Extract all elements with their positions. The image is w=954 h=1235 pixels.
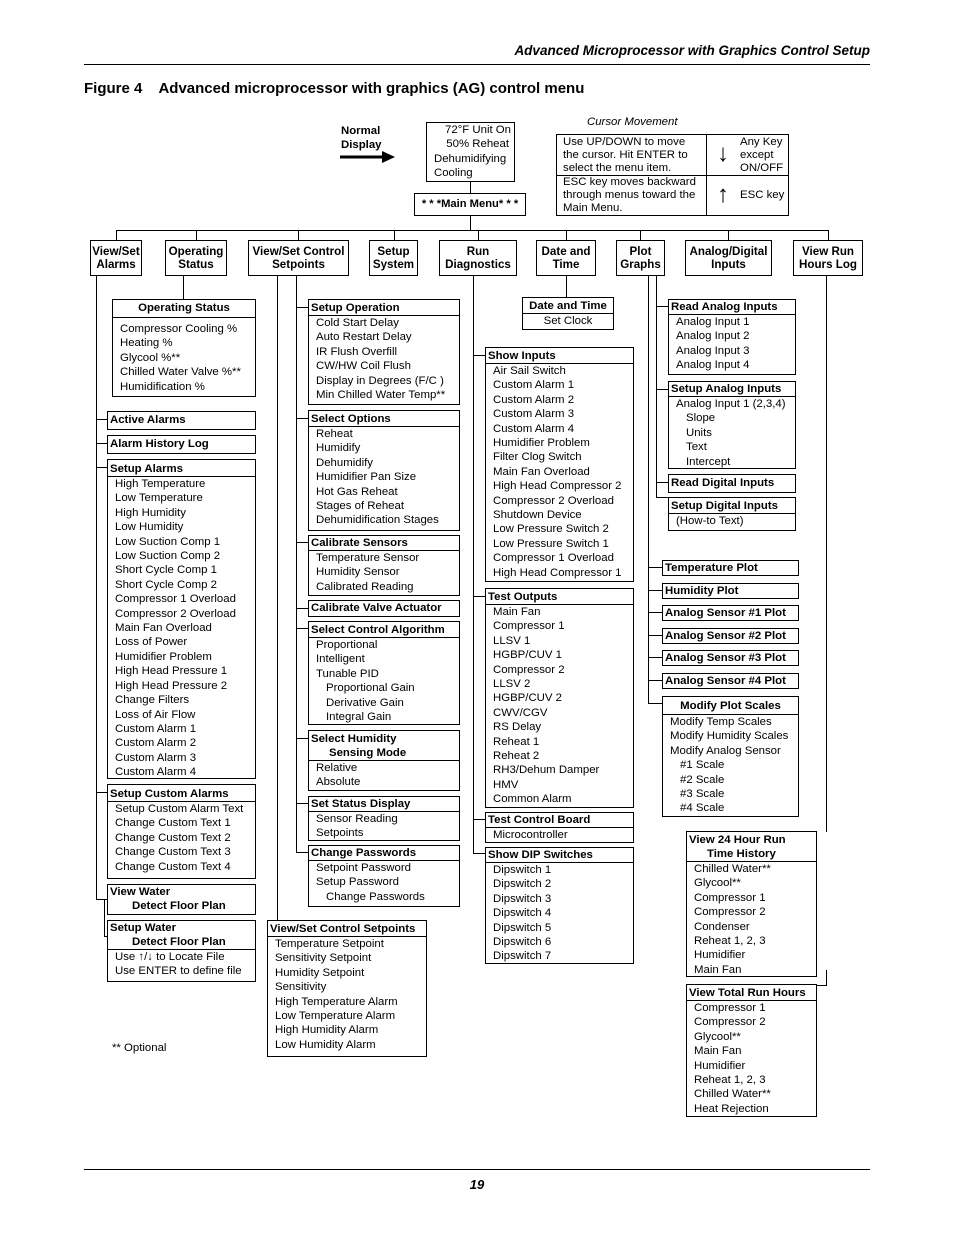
- list-item[interactable]: Custom Alarm 4: [493, 422, 575, 435]
- menu-setup-system[interactable]: Setup System: [369, 240, 418, 276]
- menu-view-set-alarms[interactable]: View/Set Alarms: [90, 240, 142, 276]
- list-item[interactable]: Absolute: [316, 776, 361, 789]
- list-item[interactable]: Reheat 1, 2, 3: [694, 935, 766, 948]
- list-item[interactable]: Microcontroller: [493, 829, 568, 841]
- list-item[interactable]: Shutdown Device: [493, 509, 582, 522]
- list-item[interactable]: Common Alarm: [493, 793, 572, 806]
- menu-view-run-hours-log[interactable]: View Run Hours Log: [793, 240, 863, 276]
- list-item[interactable]: Humidification %: [120, 380, 205, 393]
- list-item[interactable]: Reheat 2: [493, 750, 540, 763]
- list-item[interactable]: CW/HW Coil Flush: [316, 360, 411, 373]
- list-item[interactable]: High Head Compressor 2: [493, 480, 622, 493]
- modify-plot-scales-title: Modify Plot Scales: [663, 697, 798, 715]
- menu-analog-digital-inputs[interactable]: Analog/Digital Inputs: [685, 240, 772, 276]
- plot-humidity[interactable]: [662, 583, 799, 599]
- list-item[interactable]: IR Flush Overfill: [316, 345, 398, 358]
- list-item[interactable]: Main Fan Overload: [115, 622, 212, 635]
- modify-plot-scales-box: [662, 696, 799, 817]
- cursor-desc-esc: ESC key moves backward through menus toward the Main Menu.: [563, 176, 696, 214]
- list-item[interactable]: Humidifier: [694, 1059, 746, 1072]
- list-item[interactable]: Humidifier Problem: [115, 650, 212, 663]
- list-item[interactable]: High Head Pressure 2: [115, 679, 228, 692]
- list-item[interactable]: Proportional: [316, 639, 378, 651]
- list-item[interactable]: Sensor Reading: [316, 813, 398, 825]
- list-item[interactable]: #2 Scale: [680, 773, 725, 786]
- setup-alarms-box: [107, 459, 256, 779]
- list-item[interactable]: Custom Alarm 3: [493, 408, 575, 421]
- list-item[interactable]: Filter Clog Switch: [493, 451, 582, 464]
- list-item[interactable]: Reheat 1, 2, 3: [694, 1074, 766, 1087]
- cursor-movement-legend: [556, 134, 789, 216]
- list-item[interactable]: Relative: [316, 762, 358, 774]
- display-line: Dehumidifying: [434, 152, 507, 165]
- view-set-control-setpoints-box: [267, 920, 427, 1057]
- main-menu-bus: [116, 230, 828, 231]
- list-item[interactable]: Derivative Gain: [326, 696, 404, 709]
- list-item[interactable]: Compressor 1: [493, 620, 565, 633]
- list-item[interactable]: Glycool**: [694, 877, 741, 890]
- date-time-title: Date and Time: [523, 298, 613, 314]
- list-item[interactable]: Modify Analog Sensor: [670, 744, 781, 757]
- alarm-history-title: Alarm History Log: [110, 438, 209, 450]
- calibrate-sensors-title: Calibrate Sensors: [309, 536, 459, 551]
- header-rule: [84, 64, 870, 65]
- list-item[interactable]: Air Sail Switch: [493, 365, 566, 377]
- cursor-desc-down: Use UP/DOWN to move the cursor. Hit ENTER to select the menu item.: [563, 136, 688, 174]
- list-item[interactable]: Chilled Water**: [694, 1088, 771, 1101]
- test-control-board-box: [485, 812, 634, 843]
- select-humidity-box: [308, 730, 460, 791]
- calibrate-valve-title: Calibrate Valve Actuator: [311, 602, 442, 614]
- list-item[interactable]: Intercept: [686, 455, 731, 468]
- menu-run-diagnostics[interactable]: Run Diagnostics: [439, 240, 517, 276]
- list-item[interactable]: Temperature Setpoint: [275, 938, 384, 950]
- list-item[interactable]: HMV: [493, 778, 519, 791]
- calibrate-sensors-box: [308, 535, 460, 596]
- list-item[interactable]: Integral Gain: [326, 711, 392, 724]
- list-item[interactable]: Chilled Water Valve %**: [120, 366, 241, 379]
- list-item[interactable]: Condenser: [694, 920, 750, 933]
- list-item[interactable]: LLSV 2: [493, 678, 531, 691]
- list-item[interactable]: Auto Restart Delay: [316, 331, 412, 344]
- show-dip-switches-title: Show DIP Switches: [486, 848, 633, 863]
- list-item[interactable]: Dehumidification Stages: [316, 514, 439, 527]
- select-options-title: Select Options: [309, 411, 459, 427]
- list-item[interactable]: HGBP/CUV 2: [493, 692, 562, 705]
- plot-label: Analog Sensor #1 Plot: [665, 607, 786, 619]
- list-item[interactable]: Humidifier: [694, 949, 746, 962]
- plot-analog-1[interactable]: [662, 605, 799, 621]
- test-control-board-title: Test Control Board: [486, 813, 633, 828]
- list-item[interactable]: High Head Compressor 1: [493, 566, 622, 579]
- select-control-algorithm-title: Select Control Algorithm: [309, 622, 459, 638]
- list-item[interactable]: Main Fan Overload: [493, 465, 590, 478]
- list-item[interactable]: Low Temperature Alarm: [275, 1010, 396, 1023]
- list-item[interactable]: Custom Alarm 1: [493, 379, 575, 392]
- menu-plot-graphs[interactable]: Plot Graphs: [616, 240, 665, 276]
- list-item[interactable]: Dipswitch 4: [493, 907, 552, 920]
- plot-label: Analog Sensor #4 Plot: [665, 675, 786, 687]
- list-item[interactable]: Intelligent: [316, 653, 365, 666]
- alarm-history-box[interactable]: [107, 435, 256, 454]
- list-item[interactable]: Sensitivity: [275, 981, 327, 994]
- list-item[interactable]: Compressor 2: [493, 663, 565, 676]
- show-inputs-title: Show Inputs: [486, 348, 633, 364]
- list-item[interactable]: Min Chilled Water Temp**: [316, 389, 446, 402]
- running-header: Advanced Microprocessor with Graphics Control Setup: [514, 43, 870, 58]
- list-item[interactable]: Chilled Water**: [694, 863, 771, 875]
- list-item[interactable]: Dehumidify: [316, 456, 373, 469]
- list-item[interactable]: Low Suction Comp 2: [115, 550, 221, 563]
- read-digital-inputs-box[interactable]: [668, 474, 796, 493]
- list-item[interactable]: CWV/CGV: [493, 706, 548, 719]
- operating-status-title: Operating Status: [113, 300, 255, 318]
- list-item[interactable]: Main Fan: [694, 1045, 742, 1058]
- list-item[interactable]: Hot Gas Reheat: [316, 485, 398, 498]
- plot-label: Analog Sensor #2 Plot: [665, 630, 786, 642]
- change-passwords-box: [308, 845, 460, 907]
- list-item[interactable]: RH3/Dehum Damper: [493, 764, 600, 777]
- list-item[interactable]: Modify Humidity Scales: [670, 730, 789, 743]
- active-alarms-box[interactable]: [107, 411, 256, 430]
- list-item[interactable]: Humidifier Pan Size: [316, 471, 417, 484]
- list-item[interactable]: Change Filters: [115, 694, 190, 707]
- list-item[interactable]: Dipswitch 2: [493, 878, 552, 891]
- list-item[interactable]: Compressor 2: [694, 906, 766, 919]
- list-item[interactable]: Change Passwords: [326, 890, 425, 903]
- plot-analog-2[interactable]: [662, 628, 799, 644]
- set-status-display-title: Set Status Display: [309, 797, 459, 812]
- list-item[interactable]: Custom Alarm 3: [115, 751, 197, 764]
- list-item[interactable]: Display in Degrees (F/C ): [316, 374, 444, 387]
- select-options-box: [308, 410, 460, 531]
- list-item[interactable]: Dipswitch 6: [493, 936, 552, 949]
- optional-note: ** Optional: [112, 1042, 167, 1054]
- list-item[interactable]: Use ENTER to define file: [115, 965, 242, 978]
- list-item[interactable]: Change Custom Text 1: [115, 817, 231, 830]
- list-item[interactable]: Humidifier Problem: [493, 437, 590, 450]
- select-control-algorithm-box: [308, 621, 460, 725]
- list-item[interactable]: Tunable PID: [316, 667, 379, 680]
- list-item[interactable]: Low Pressure Switch 1: [493, 537, 609, 550]
- list-item[interactable]: Custom Alarm 2: [115, 737, 197, 750]
- calibrate-valve-box[interactable]: [308, 600, 460, 617]
- list-item[interactable]: Compressor 1: [694, 1002, 766, 1014]
- list-item[interactable]: Dipswitch 7: [493, 950, 552, 963]
- list-item[interactable]: Proportional Gain: [326, 682, 415, 695]
- display-line: 50% Reheat: [446, 138, 509, 151]
- list-item[interactable]: Stages of Reheat: [316, 500, 405, 513]
- list-item[interactable]: (How-to Text): [676, 515, 744, 527]
- list-item[interactable]: HGBP/CUV 1: [493, 649, 562, 662]
- setup-alarms-title: Setup Alarms: [108, 460, 255, 477]
- select-humidity-subtitle: Sensing Mode: [309, 746, 459, 761]
- list-item[interactable]: Humidify: [316, 442, 361, 455]
- list-item[interactable]: Compressor Cooling %: [120, 323, 238, 335]
- list-item[interactable]: Glycool**: [694, 1030, 741, 1043]
- cursor-movement-title: Cursor Movement: [587, 116, 678, 128]
- list-item[interactable]: LLSV 1: [493, 634, 531, 647]
- list-item[interactable]: #3 Scale: [680, 788, 725, 801]
- list-item[interactable]: Setup Password: [316, 876, 399, 889]
- operating-status-box: [112, 299, 256, 397]
- plot-analog-4[interactable]: [662, 673, 799, 689]
- view-water-box[interactable]: [107, 884, 256, 915]
- list-item[interactable]: Low Suction Comp 1: [115, 535, 221, 548]
- list-item[interactable]: Dipswitch 5: [493, 921, 552, 934]
- main-menu-box[interactable]: * * *Main Menu* * *: [414, 193, 526, 216]
- list-item[interactable]: Compressor 2 Overload: [493, 494, 614, 507]
- set-status-display-box: [308, 796, 460, 841]
- list-item[interactable]: Reheat: [316, 428, 353, 440]
- cursor-key-any: Any Key except ON/OFF: [740, 136, 784, 174]
- list-item[interactable]: Compressor 1 Overload: [493, 552, 614, 565]
- list-item[interactable]: Change Custom Text 4: [115, 860, 231, 873]
- list-item[interactable]: Custom Alarm 4: [115, 766, 197, 779]
- setup-digital-inputs-box: [668, 497, 796, 531]
- view-24-hour-box: [686, 831, 817, 977]
- list-item[interactable]: #4 Scale: [680, 802, 725, 815]
- list-item[interactable]: Slope: [686, 412, 716, 425]
- setup-operation-title: Setup Operation: [309, 300, 459, 316]
- view-24-hour-title: View 24 Hour Run: [689, 834, 786, 846]
- list-item[interactable]: Custom Alarm 2: [493, 393, 575, 406]
- read-analog-inputs-box: [668, 299, 796, 375]
- setup-water-subtitle: Detect Floor Plan: [108, 935, 255, 950]
- view-total-run-hours-box: [686, 984, 817, 1117]
- view-set-control-setpoints-title: View/Set Control Setpoints: [268, 921, 426, 937]
- list-item[interactable]: Main Fan: [694, 963, 742, 976]
- setup-digital-inputs-title: Setup Digital Inputs: [669, 498, 795, 514]
- list-item[interactable]: Setpoint Password: [316, 862, 411, 874]
- list-item[interactable]: Setpoints: [316, 827, 364, 840]
- display-line: Cooling: [434, 167, 473, 180]
- plot-label: Analog Sensor #3 Plot: [665, 652, 786, 664]
- read-analog-inputs-title: Read Analog Inputs: [669, 300, 795, 315]
- list-item[interactable]: Loss of Air Flow: [115, 708, 196, 721]
- list-item[interactable]: High Humidity Alarm: [275, 1024, 379, 1037]
- setup-operation-box: [308, 299, 460, 405]
- list-item[interactable]: Dipswitch 3: [493, 892, 552, 905]
- plot-label: Humidity Plot: [665, 585, 739, 597]
- list-item[interactable]: Compressor 1 Overload: [115, 593, 236, 606]
- list-item[interactable]: Analog Input 2: [676, 330, 750, 343]
- list-item[interactable]: Glycool %**: [120, 351, 181, 364]
- list-item[interactable]: Sensitivity Setpoint: [275, 952, 372, 965]
- list-item[interactable]: Low Humidity Alarm: [275, 1038, 376, 1051]
- list-item[interactable]: Modify Temp Scales: [670, 716, 772, 728]
- test-outputs-title: Test Outputs: [486, 589, 633, 605]
- list-item[interactable]: High Head Pressure 1: [115, 665, 228, 678]
- date-time-box: [522, 297, 614, 330]
- arrow-down-icon: ↓: [717, 140, 729, 167]
- list-item[interactable]: Calibrated Reading: [316, 580, 414, 593]
- list-item[interactable]: Dipswitch 1: [493, 864, 552, 876]
- arrow-right-icon: [340, 150, 398, 164]
- list-item[interactable]: Analog Input 3: [676, 344, 750, 357]
- page-number: 19: [469, 1177, 485, 1192]
- menu-view-set-control-setpoints[interactable]: View/Set Control Setpoints: [248, 240, 349, 276]
- read-digital-inputs-title: Read Digital Inputs: [671, 477, 775, 489]
- list-item[interactable]: Low Temperature: [115, 492, 203, 505]
- list-item[interactable]: High Temperature: [115, 478, 206, 490]
- setup-custom-alarms-box: [107, 784, 256, 879]
- setup-analog-inputs-box: [668, 381, 796, 469]
- list-item[interactable]: Setup Custom Alarm Text: [115, 803, 244, 815]
- list-item[interactable]: Cold Start Delay: [316, 317, 399, 329]
- list-item[interactable]: Low Pressure Switch 2: [493, 523, 609, 536]
- plot-temperature[interactable]: [662, 560, 799, 576]
- list-item[interactable]: Short Cycle Comp 2: [115, 578, 217, 591]
- display-line: 72°F Unit On: [445, 124, 511, 136]
- list-item[interactable]: Compressor 1: [694, 891, 766, 904]
- list-item[interactable]: Compressor 2: [694, 1016, 766, 1029]
- list-item[interactable]: Humidity Setpoint: [275, 966, 365, 979]
- list-item[interactable]: Low Humidity: [115, 521, 184, 534]
- list-item[interactable]: Analog Input 4: [676, 359, 750, 372]
- list-item[interactable]: Use ↑/↓ to Locate File: [115, 951, 225, 963]
- figure-title: Figure 4 Advanced microprocessor with graphics (AG) control menu: [84, 80, 585, 97]
- list-item[interactable]: Heat Rejection: [694, 1102, 769, 1115]
- list-item[interactable]: High Humidity: [115, 506, 186, 519]
- footer-rule: [84, 1169, 870, 1170]
- show-dip-switches-box: [485, 847, 634, 964]
- view-total-run-hours-title: View Total Run Hours: [687, 985, 816, 1001]
- list-item[interactable]: Heating %: [120, 337, 173, 350]
- setup-analog-inputs-title: Setup Analog Inputs: [669, 382, 795, 397]
- list-item[interactable]: Humidity Sensor: [316, 566, 400, 579]
- list-item[interactable]: Reheat 1: [493, 735, 540, 748]
- normal-display-box: [426, 122, 515, 182]
- cursor-key-esc: ESC key: [740, 189, 785, 201]
- view-24-hour-subtitle: Time History: [687, 847, 816, 862]
- plot-label: Temperature Plot: [665, 562, 758, 574]
- test-outputs-box: [485, 588, 634, 808]
- list-item[interactable]: Loss of Power: [115, 636, 188, 649]
- list-item[interactable]: Compressor 2 Overload: [115, 607, 236, 620]
- setup-water-box: [107, 920, 256, 982]
- active-alarms-title: Active Alarms: [110, 414, 186, 426]
- list-item[interactable]: Short Cycle Comp 1: [115, 564, 217, 577]
- show-inputs-box: [485, 347, 634, 582]
- arrow-up-icon: ↑: [717, 181, 729, 208]
- setup-water-title: Setup Water: [110, 922, 177, 934]
- menu-date-and-time[interactable]: Date and Time: [536, 240, 596, 276]
- list-item[interactable]: #1 Scale: [680, 759, 725, 772]
- list-item[interactable]: Text: [686, 441, 707, 454]
- list-item[interactable]: Analog Input 1: [676, 316, 750, 328]
- list-item[interactable]: Temperature Sensor: [316, 552, 420, 564]
- view-water-title: View Water: [110, 886, 171, 898]
- list-item[interactable]: Custom Alarm 1: [115, 722, 197, 735]
- setup-custom-alarms-title: Setup Custom Alarms: [108, 785, 255, 802]
- list-item[interactable]: Change Custom Text 2: [115, 831, 231, 844]
- list-item[interactable]: RS Delay: [493, 721, 542, 734]
- menu-operating-status[interactable]: Operating Status: [165, 240, 227, 276]
- list-item[interactable]: Analog Input 1 (2,3,4): [676, 398, 786, 410]
- normal-display-label: Normal Display: [341, 125, 382, 151]
- select-humidity-title: Select Humidity: [311, 733, 397, 745]
- list-item[interactable]: Main Fan: [493, 606, 541, 618]
- list-item[interactable]: Change Custom Text 3: [115, 846, 231, 859]
- list-item[interactable]: Units: [686, 426, 712, 439]
- list-item[interactable]: Set Clock: [543, 315, 593, 327]
- plot-analog-3[interactable]: [662, 650, 799, 666]
- list-item[interactable]: High Temperature Alarm: [275, 995, 398, 1008]
- change-passwords-title: Change Passwords: [309, 846, 459, 861]
- view-water-subtitle: Detect Floor Plan: [132, 900, 226, 912]
